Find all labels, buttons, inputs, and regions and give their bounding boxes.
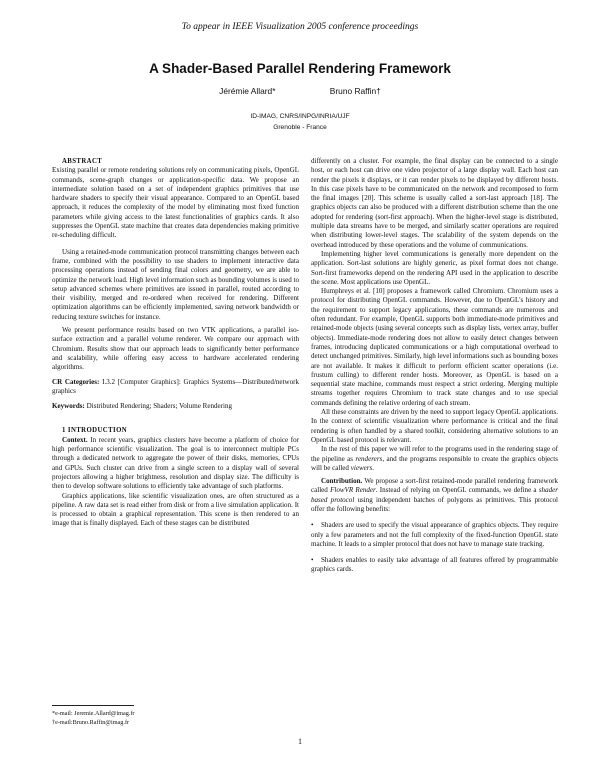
text-run: .	[372, 463, 375, 472]
text-run-italic: renderers	[355, 454, 383, 463]
affiliation-line-2: Grenoble - France	[273, 124, 327, 131]
affiliation-line-1: ID-IMAG, CNRS/INPG/INRIA/UJF	[250, 113, 350, 120]
text-run: , and the programs responsible to create the graphics objects will be called	[311, 454, 558, 472]
context-paragraph	[52, 436, 299, 492]
contribution-paragraph	[311, 477, 558, 514]
abstract-paragraph: Using a retained-mode communication protocol transmitting changes between each frame, combined with the possibility to use shaders to implement interactive data processing operations instead of sending final colors and geometry, we are able to optimize the network load. High level information such as bounding volumes is used to setup advanced schemes where primitives are issued in parallel, routed according to their visibility, merged and re-ordered when received for rendering. Different optimization algorithms can be efficiently implemented, saving network bandwidth or reducing texture switches for instance.	[52, 247, 299, 321]
text-run-italic: shader based protocol	[311, 486, 558, 504]
benefit-bullet: • Shaders are used to specify the visual appearance of graphics objects. They require only a few parameters and not the full complexity of the fixed-function OpenGL state machine. It leads to a simpler protocol that does not have to manage state tracking.	[311, 521, 558, 549]
keywords	[52, 402, 299, 411]
body-paragraph: Implementing higher level communications is generally more dependent on the application. Sort-last solutions are highly generic, as pixel format does not change. Sort-first frameworks depend on the rendering API used in the application to describe the scene. Most applications use OpenGL.	[311, 249, 558, 286]
left-column	[52, 157, 299, 529]
page-number: 1	[298, 737, 302, 746]
footnote-email-raffin: †e-mail:Bruno.Raffin@imag.fr	[52, 718, 130, 726]
text-run-italic: FlowVR Render	[330, 486, 376, 495]
author-list	[0, 86, 600, 96]
body-paragraph	[311, 445, 558, 473]
keywords-text: Distributed Rendering; Shaders; Volume Rendering	[86, 402, 233, 411]
body-paragraph: differently on a cluster. For example, the final display can be connected to a single host, or each host can drive one video projector of a large display wall. Each host can render the pixels it displays, or it can render pixels to be displayed by different hosts. In this case pixels have to be communicated on the network and recomposed to form the final images [20]. This scheme is usually called a sort-last approach [18]. The graphics objects can also be produced with a different distribution scheme than the one adopted for rendering (sort-first approach). When the higher-level stage is distributed, multiple data streams have to be merged, and similarly scatter operations are required when distributing lower-level stages. The scalability of the system depends on the overhead introduced by these operations and the volume of communications.	[311, 157, 558, 249]
text-run: In the rest of this paper we will refer to the programs used in the rendering stage of the pipeline as	[311, 445, 558, 463]
text-run: . Instead of relying on OpenGL commands, we define a	[375, 486, 539, 495]
body-paragraph: Humphreys et al. [10] proposes a framework called Chromium. Chromium uses a protocol for distributing OpenGL commands. However, due to OpenGL's history and the requirement to support legacy applications, these commands are numerous and often redundant. For example, OpenGL supports both immediate-mode primitives and retained-mode objects (using several concepts such as display lists, vertex array, buffer objects). Immediate-mode rendering does not allow to easily detect changes between frames, introducing duplicated communications or a high computational overhead to detect unchanged primitives. Similarly, high level informations such as bounding boxes are not available. It makes it difficult to perform efficient scatter operations (i.e. frustum culling) to different render hosts. Moreover, as OpenGL is based on a sequential state machine, commands must respect a strict ordering. Merging multiple streams together requires Chromium to track state changes and to use special commands defining the relative ordering of each stream.	[311, 287, 558, 407]
intro-paragraph: Graphics applications, like scientific visualization ones, are often structured as a pipeline. A raw data set is read either from disk or from a live simulation application. It is processed to obtain a graphical representation. This scene is then rendered to an image that is finally displayed. Each of these stages can be distributed	[52, 491, 299, 528]
text-run: using independent batches of polygons as primitives. This protocol offer the following benefits:	[311, 495, 559, 513]
cr-categories	[52, 378, 299, 397]
abstract-paragraph: Existing parallel or remote rendering solutions rely on communicating pixels, OpenGL commands, scene-graph changes or application-specific data. We propose an intermediate solution based on a set of independent graphics primitives that use hardware shaders to specify their visual appearance. Compared to an OpenGL based approach, it reduces the complexity of the model by eliminating most fixed function parameters while giving access to the latest functionalities of graphics cards. It also suppresses the OpenGL state machine that creates data dependencies making primitive re-scheduling difficult.	[52, 166, 299, 240]
body-paragraph: All these constraints are driven by the need to support legacy OpenGL applications. In the context of scientific visualization where performance is critical and the final rendering is often handled by a shared toolkit, considering alternative solutions to an OpenGL based protocol is relevant.	[311, 408, 558, 444]
affiliation	[0, 111, 600, 133]
introduction-heading: 1 INTRODUCTION	[62, 427, 128, 435]
author-raffin: Bruno Raffin†	[329, 86, 381, 96]
paper-title: A Shader-Based Parallel Rendering Framework	[149, 61, 451, 76]
text-run-italic: viewers	[350, 463, 373, 472]
right-column	[311, 157, 558, 575]
venue-header: To appear in IEEE Visualization 2005 conference proceedings	[181, 22, 419, 32]
footnote-rule	[52, 705, 134, 706]
contribution-label: Contribution.	[321, 477, 363, 486]
footnote-email-allard: *e-mail: Jeremie.Allard@imag.fr	[52, 710, 135, 717]
abstract-heading: ABSTRACT	[62, 158, 103, 165]
context-text: In recent years, graphics clusters have become a platform of choice for high performance scientific visualization. The goal is to interconnect multiple PCs through a dedicated network to aggregate the power of their disks, memories, CPUs and GPUs. Such cluster can drive from a single screen to a display wall of several projectors allowing a higher brightness, resolution and display size. The difficulty is then to develop software solutions to efficiently take advantage of such platforms.	[52, 435, 300, 491]
context-label: Context.	[62, 435, 88, 444]
author-allard: Jérémie Allard*	[219, 86, 276, 96]
footnotes	[52, 705, 299, 727]
benefit-bullet: • Shaders enables to easily take advantage of all features offered by programmable graphics cards.	[311, 556, 558, 575]
abstract-paragraph: We present performance results based on two VTK applications, a parallel iso-surface extraction and a parallel volume renderer. We compare our approach with Chromium. Results show that our approach leads to significantly better performance and scalability, while offering easy access to hardware accelerated rendering algorithms.	[52, 326, 299, 372]
keywords-label: Keywords:	[52, 402, 85, 411]
cr-categories-label: CR Categories:	[52, 377, 100, 386]
text-run: We propose a sort-first retained-mode parallel rendering framework called	[311, 477, 558, 495]
cr-categories-text: I.3.2 [Computer Graphics]: Graphics Systems—Distributed/network graphics	[52, 377, 299, 395]
